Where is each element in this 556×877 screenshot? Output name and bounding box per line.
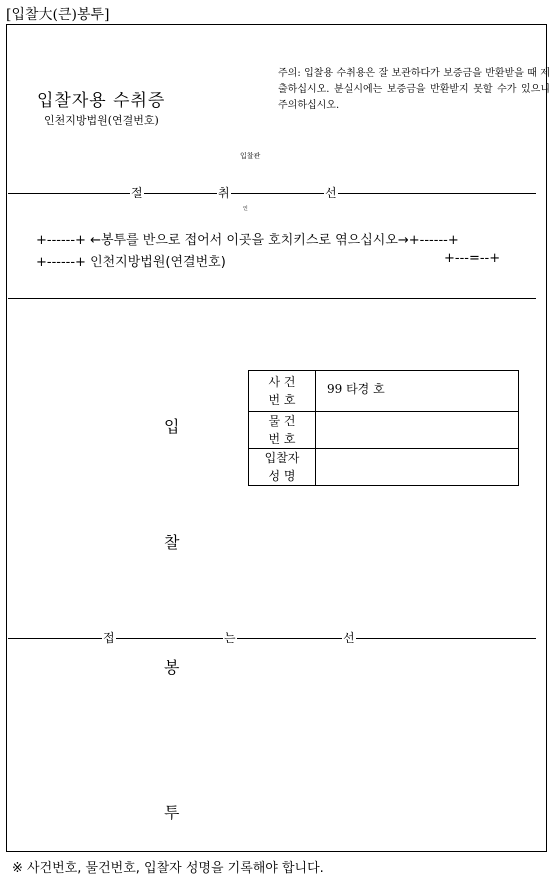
case-number-field[interactable]: 99 타경 호 [316, 371, 519, 412]
fold-line-char: 선 [343, 631, 355, 645]
table-row [249, 371, 519, 412]
label-line: 입찰자 [264, 451, 300, 465]
bidder-name-label [249, 449, 316, 486]
cut-line-char: 취 [218, 186, 230, 200]
bid-officer-label: 입찰관 [240, 152, 261, 160]
case-number-label [249, 371, 316, 412]
separator-line [8, 298, 536, 299]
court-line-marker: +---=--+ [444, 251, 501, 266]
footer-note: ※ 사건번호, 물건번호, 입찰자 성명을 기록해야 합니다. [12, 861, 324, 876]
item-number-field[interactable] [316, 412, 519, 449]
cut-line [8, 193, 536, 194]
label-line: 사 건 [268, 375, 296, 389]
fold-line-char: 접 [103, 631, 115, 645]
label-line: 번 호 [268, 393, 296, 407]
fold-line-char: 는 [224, 631, 236, 645]
case-info-table [248, 370, 519, 486]
table-row [249, 412, 519, 449]
cut-line-char: 절 [131, 186, 143, 200]
cut-line-char: 선 [325, 186, 337, 200]
item-number-label [249, 412, 316, 449]
envelope-label-char: 입 [164, 417, 180, 436]
receipt-notice: 주의: 입찰용 수취용은 잘 보관하다가 보증금을 반환받을 때 제출하십시오. 분실시에는 보증금을 반환받지 못할 수가 있으니 주의하십시오. [278, 68, 550, 111]
label-line: 번 호 [268, 432, 296, 446]
document-title: [입찰大(큰)봉투] [6, 7, 110, 23]
receipt-title: 입찰자용 수취증 [37, 91, 166, 111]
receipt-court-name: 인천지방법원(연결번호) [44, 114, 159, 127]
envelope-label-char: 봉 [164, 658, 180, 677]
bidder-name-field[interactable] [316, 449, 519, 486]
label-line: 성 명 [268, 469, 296, 483]
label-line: 물 건 [268, 414, 296, 428]
fold-line [8, 638, 536, 639]
court-name-line: +------+ 인천지방법원(연결번호) [36, 255, 226, 270]
seal-mark: 인 [243, 206, 248, 212]
envelope-label-char: 찰 [164, 533, 180, 552]
envelope-label-char: 투 [164, 803, 180, 822]
table-row [249, 449, 519, 486]
staple-instruction: +------+ ←봉투를 반으로 접어서 이곳을 호치키스로 엮으십시오→+------+ [36, 233, 459, 248]
